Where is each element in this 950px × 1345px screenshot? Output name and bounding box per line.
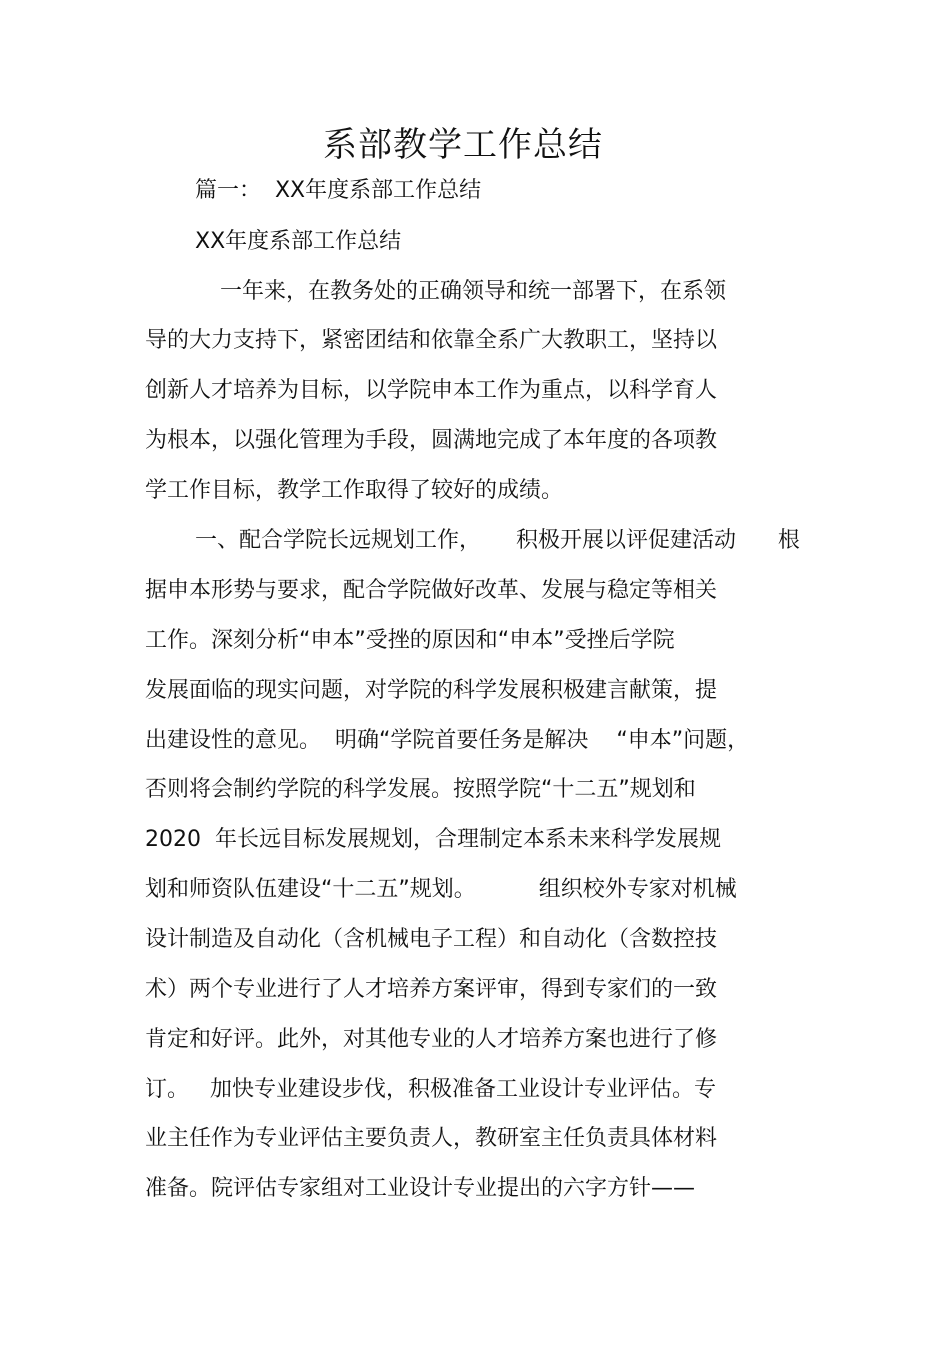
- document-title: 系部教学工作总结: [323, 125, 603, 165]
- paragraph-line: 准备。院评估专家组对工业设计专业提出的六字方针——: [145, 1176, 696, 1201]
- section-heading: XX年度系部工作总结: [195, 229, 402, 254]
- paragraph-line: 肯定和好评。此外，对其他专业的人才培养方案也进行了修: [145, 1027, 718, 1052]
- paragraph-line: 据申本形势与要求，配合学院做好改革、发展与稳定等相关: [145, 578, 718, 603]
- paragraph-line: 术）两个专业进行了人才培养方案评审，得到专家们的一致: [145, 977, 718, 1002]
- paragraph-line: 一年来，在教务处的正确领导和统一部署下，在系领: [220, 279, 727, 304]
- paragraph-line: 工作。深刻分析“申本”受挫的原因和“申本”受挫后学院: [145, 628, 675, 653]
- paragraph-line: 出建设性的意见。 明确“学院首要任务是解决 “申本”问题，: [145, 728, 750, 753]
- paragraph-line: 订。 加快专业建设步伐，积极准备工业设计专业评估。专: [145, 1077, 716, 1102]
- paragraph-line: 创新人才培养为目标，以学院申本工作为重点，以科学育人: [145, 378, 718, 403]
- paragraph-line: 发展面临的现实问题，对学院的科学发展积极建言献策，提: [145, 678, 718, 703]
- paragraph-line: 否则将会制约学院的科学发展。按照学院“十二五”规划和: [145, 777, 696, 802]
- paragraph-line: 划和师资队伍建设“十二五”规划。 组织校外专家对机械: [145, 877, 737, 902]
- paragraph-line: 学工作目标，教学工作取得了较好的成绩。: [145, 478, 564, 503]
- paragraph-line: 2020 年长远目标发展规划，合理制定本系未来科学发展规: [145, 827, 721, 852]
- section-subtitle: 篇一： XX年度系部工作总结: [195, 178, 482, 203]
- paragraph-line: 一、配合学院长远规划工作， 积极开展以评促建活动 根: [195, 528, 800, 553]
- paragraph-line: 业主任作为专业评估主要负责人，教研室主任负责具体材料: [145, 1126, 718, 1151]
- paragraph-line: 设计制造及自动化（含机械电子工程）和自动化（含数控技: [145, 927, 718, 952]
- paragraph-line: 导的大力支持下，紧密团结和依靠全系广大教职工，坚持以: [145, 328, 718, 353]
- paragraph-line: 为根本，以强化管理为手段，圆满地完成了本年度的各项教: [145, 428, 718, 453]
